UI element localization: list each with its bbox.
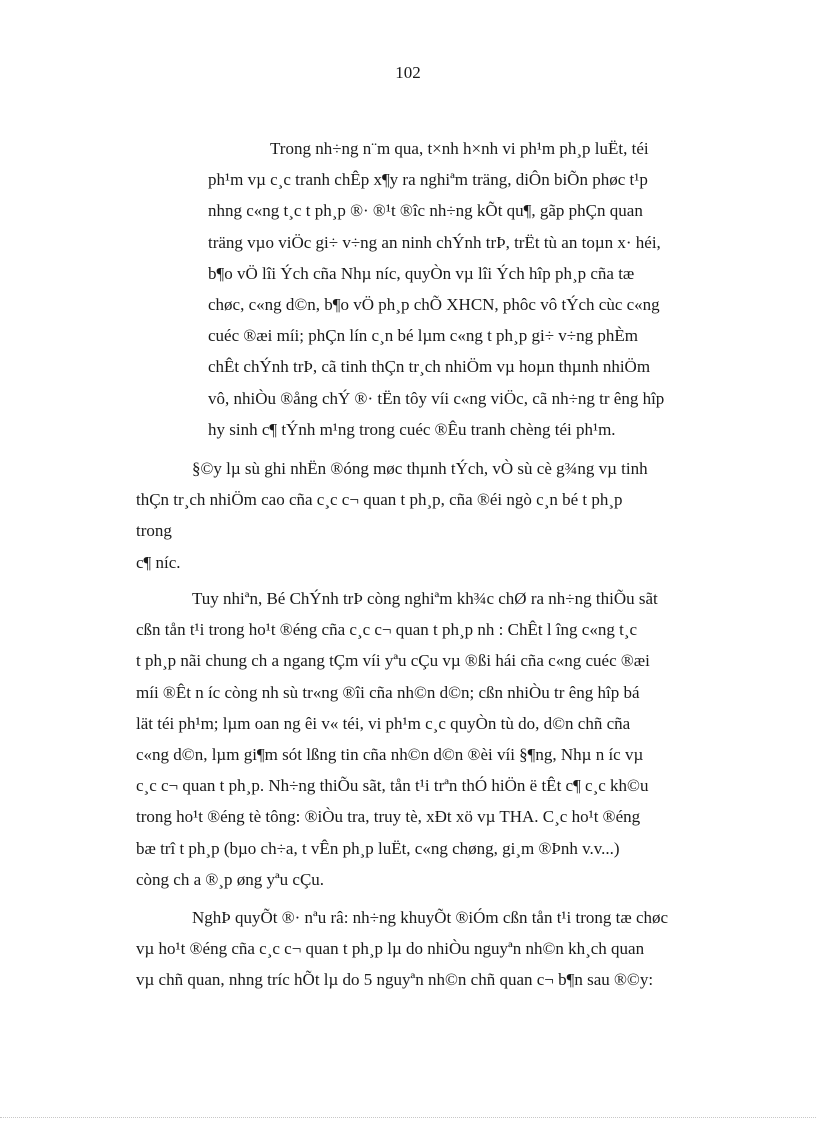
paragraph-line: còng ch a ®¸p øng yªu cÇu. [136,869,325,889]
paragraph-line: c¸c c¬ quan t ph¸p. Nh÷ng thiÕu sãt, tån t¹i trªn thÓ hiÖn ë tÊt c¶ c¸c kh©u [136,776,649,796]
paragraph-line: trong ho¹t ®éng tè tông: ®iÒu tra, truy tè, xÐt xö vµ THA. C¸c ho¹t ®éng [136,807,641,827]
quote-line: cuéc ®æi míi; phÇn lín c¸n bé lµm c«ng t ph¸p gi÷ v÷ng phÈm [208,326,638,346]
quoted-passage [208,133,740,445]
page-bottom-divider [0,1117,816,1118]
paragraph-line: cßn tån t¹i trong ho¹t ®éng cña c¸c c¬ quan t ph¸p nh : ChÊt l îng c«ng t¸c [136,620,638,640]
paragraph-line: NghÞ quyÕt ®· nªu râ: nh÷ng khuyÕt ®iÓm cßn tån t¹i trong tæ chøc [192,908,669,927]
paragraph-line: t ph¸p nãi chung ch a ngang tÇm víi yªu cÇu vµ ®ßi hái cña c«ng cuéc ®æi [136,651,650,671]
paragraph-line: lät téi ph¹m; lµm oan ng êi v« téi, vi ph¹m c¸c quyÒn tù do, d©n chñ cña [136,713,631,733]
quote-line: chøc, c«ng d©n, b¶o vÖ ph¸p chÕ XHCN, phôc vô tÝch cùc c«ng [208,295,660,315]
paragraph-line: Tuy nhiªn, Bé ChÝnh trÞ còng nghiªm kh¾c chØ ra nh÷ng thiÕu sãt [192,589,658,608]
paragraph-line: trong [136,521,172,541]
quote-line: Trong nh÷ng n¨m qua, t×nh h×nh vi ph¹m ph¸p luËt, téi [270,139,649,158]
paragraph-3 [136,902,740,996]
quote-line: träng vµo viÖc gi÷ v÷ng an ninh chÝnh trÞ, trËt tù an toµn x· héi, [208,232,661,252]
paragraph-line: vµ chñ quan, nhng tríc hÕt lµ do 5 nguyªn nh©n chñ quan c¬ b¶n sau ®©y: [136,970,654,990]
paragraph-1 [136,453,740,578]
quote-line: b¶o vÖ lîi Ých cña Nhµ níc, quyÒn vµ lîi Ých hîp ph¸p cña tæ [208,263,635,283]
paragraph-line: míi ®Êt n íc còng nh sù tr«ng ®îi cña nh©n d©n; cßn nhiÒu tr êng hîp bá [136,682,640,702]
quote-line: nhng c«ng t¸c t ph¸p ®· ®¹t ®îc nh÷ng kÕt qu¶, gãp phÇn quan [208,201,643,221]
paragraph-line: thÇn tr¸ch nhiÖm cao cña c¸c c¬ quan t ph¸p, cña ®éi ngò c¸n bé t ph¸p [136,490,623,510]
quote-line: vô, nhiÒu ®ång chÝ ®· tËn tôy víi c«ng viÖc, cã nh÷ng tr êng hîp [208,388,665,408]
paragraph-2 [136,583,740,895]
page-number: 102 [395,63,421,82]
quote-line: chÊt chÝnh trÞ, cã tinh thÇn tr¸ch nhiÖm vµ hoµn thµnh nhiÖm [208,357,651,377]
paragraph-line: vµ ho¹t ®éng cña c¸c c¬ quan t ph¸p lµ do nhiÒu nguyªn nh©n kh¸ch quan [136,939,645,959]
paragraph-line: §©y lµ sù ghi nhËn ®óng møc thµnh tÝch, vÒ sù cè g¾ng vµ tinh [192,459,648,478]
quote-line: ph¹m vµ c¸c tranh chÊp x¶y ra nghiªm träng, diÔn biÕn phøc t¹p [208,170,648,190]
paragraph-line: c¶ níc. [136,552,181,572]
paragraph-line: bæ trî t ph¸p (bµo ch÷a, t vÊn ph¸p luËt, c«ng chøng, gi¸m ®Þnh v.v...) [136,838,620,858]
paragraph-line: c«ng d©n, lµm gi¶m sót lßng tin cña nh©n d©n ®èi víi §¶ng, Nhµ n íc vµ [136,745,644,765]
quote-line: hy sinh c¶ tÝnh m¹ng trong cuéc ®Êu tranh chèng téi ph¹m. [208,419,616,439]
